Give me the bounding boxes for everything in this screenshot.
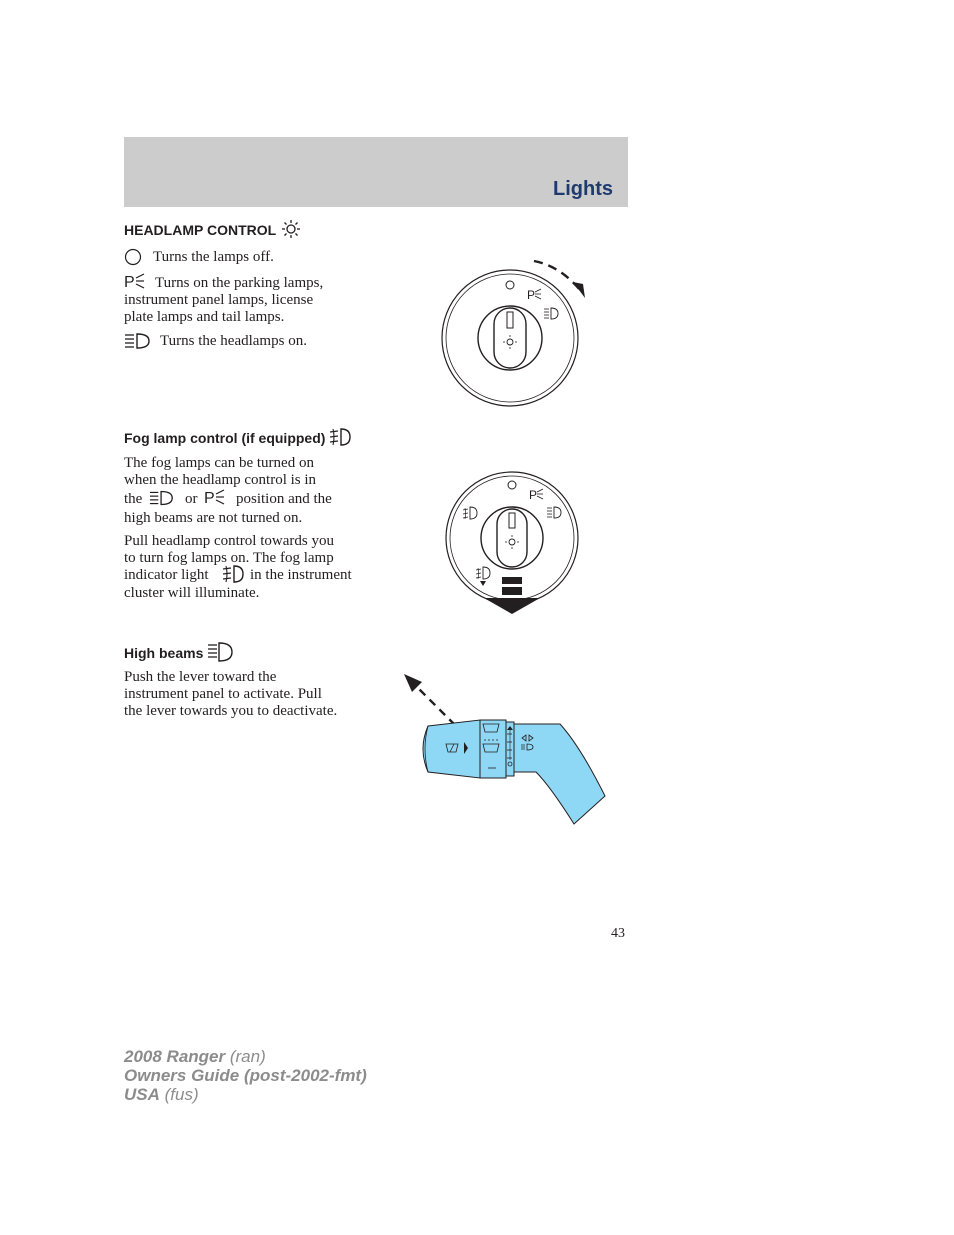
inline-parking-letter: P <box>204 490 215 506</box>
parking-text-line1: Turns on the parking lamps, <box>155 275 324 291</box>
fog-switch-diagram <box>440 466 590 616</box>
fog-diagram-parking-letter: P <box>529 488 538 502</box>
fog-p1-line1: The fog lamps can be turned on <box>124 455 314 471</box>
headlamp-heading <box>124 222 302 239</box>
parking-text-line2: instrument panel lamps, license <box>124 292 314 308</box>
footer-line2 <box>124 1066 367 1085</box>
page-number: 43 <box>611 926 625 941</box>
diagram-parking-letter: P <box>527 288 536 302</box>
footer-guide: Owners Guide (post-2002-fmt) <box>124 1066 367 1085</box>
section-header-band <box>124 137 628 207</box>
footer-market: USA <box>124 1085 160 1104</box>
fog-p2-line2: to turn fog lamps on. The fog lamp <box>124 550 334 566</box>
fog-lamp-icon <box>329 427 353 447</box>
multifunction-lever-diagram <box>400 668 615 833</box>
off-circle-icon <box>124 248 142 266</box>
footer-block <box>124 1047 367 1104</box>
fog-heading <box>124 430 353 447</box>
fog-heading-text: Fog lamp control (if equipped) <box>124 430 326 446</box>
highbeams-heading-text: High beams <box>124 645 204 661</box>
footer-market-code: (fus) <box>164 1085 199 1104</box>
highbeams-line3: the lever towards you to deactivate. <box>124 703 338 719</box>
fog-p2-line3a: indicator light <box>124 567 209 583</box>
parking-letter: P <box>124 274 135 290</box>
highbeams-line1: Push the lever toward the <box>124 669 277 685</box>
parking-lamp-icon <box>124 272 146 290</box>
fog-p1-line3b: or <box>185 491 198 507</box>
headlamps-text: Turns the headlamps on. <box>160 333 307 349</box>
fog-p1-line3a: the <box>124 491 143 507</box>
parking-text-line3: plate lamps and tail lamps. <box>124 309 285 325</box>
footer-model: 2008 Ranger <box>124 1047 226 1066</box>
headlamp-heading-text: HEADLAMP CONTROL <box>124 222 276 238</box>
highbeams-heading <box>124 645 233 662</box>
fog-p2-line3b: in the instrument <box>250 567 352 583</box>
inline-fog-icon <box>222 564 246 584</box>
high-beam-icon <box>207 642 233 662</box>
fog-p1-line3c: position and the <box>236 491 332 507</box>
inline-headlamp-icon <box>149 489 175 507</box>
inline-parking-icon <box>204 488 226 506</box>
footer-model-code: (ran) <box>229 1047 266 1066</box>
footer-line1 <box>124 1047 367 1066</box>
off-text: Turns the lamps off. <box>153 249 274 265</box>
headlamp-sun-icon <box>280 219 302 239</box>
fog-p1-line4: high beams are not turned on. <box>124 510 303 526</box>
headlamp-switch-diagram <box>430 252 600 412</box>
highbeams-line2: instrument panel to activate. Pull <box>124 686 322 702</box>
fog-p2-line1: Pull headlamp control towards you <box>124 533 334 549</box>
fog-p1-line2: when the headlamp control is in <box>124 472 317 488</box>
section-title: Lights <box>553 178 613 200</box>
headlamp-beam-icon <box>124 332 152 350</box>
fog-p2-line4: cluster will illuminate. <box>124 585 260 601</box>
footer-line3 <box>124 1085 367 1104</box>
